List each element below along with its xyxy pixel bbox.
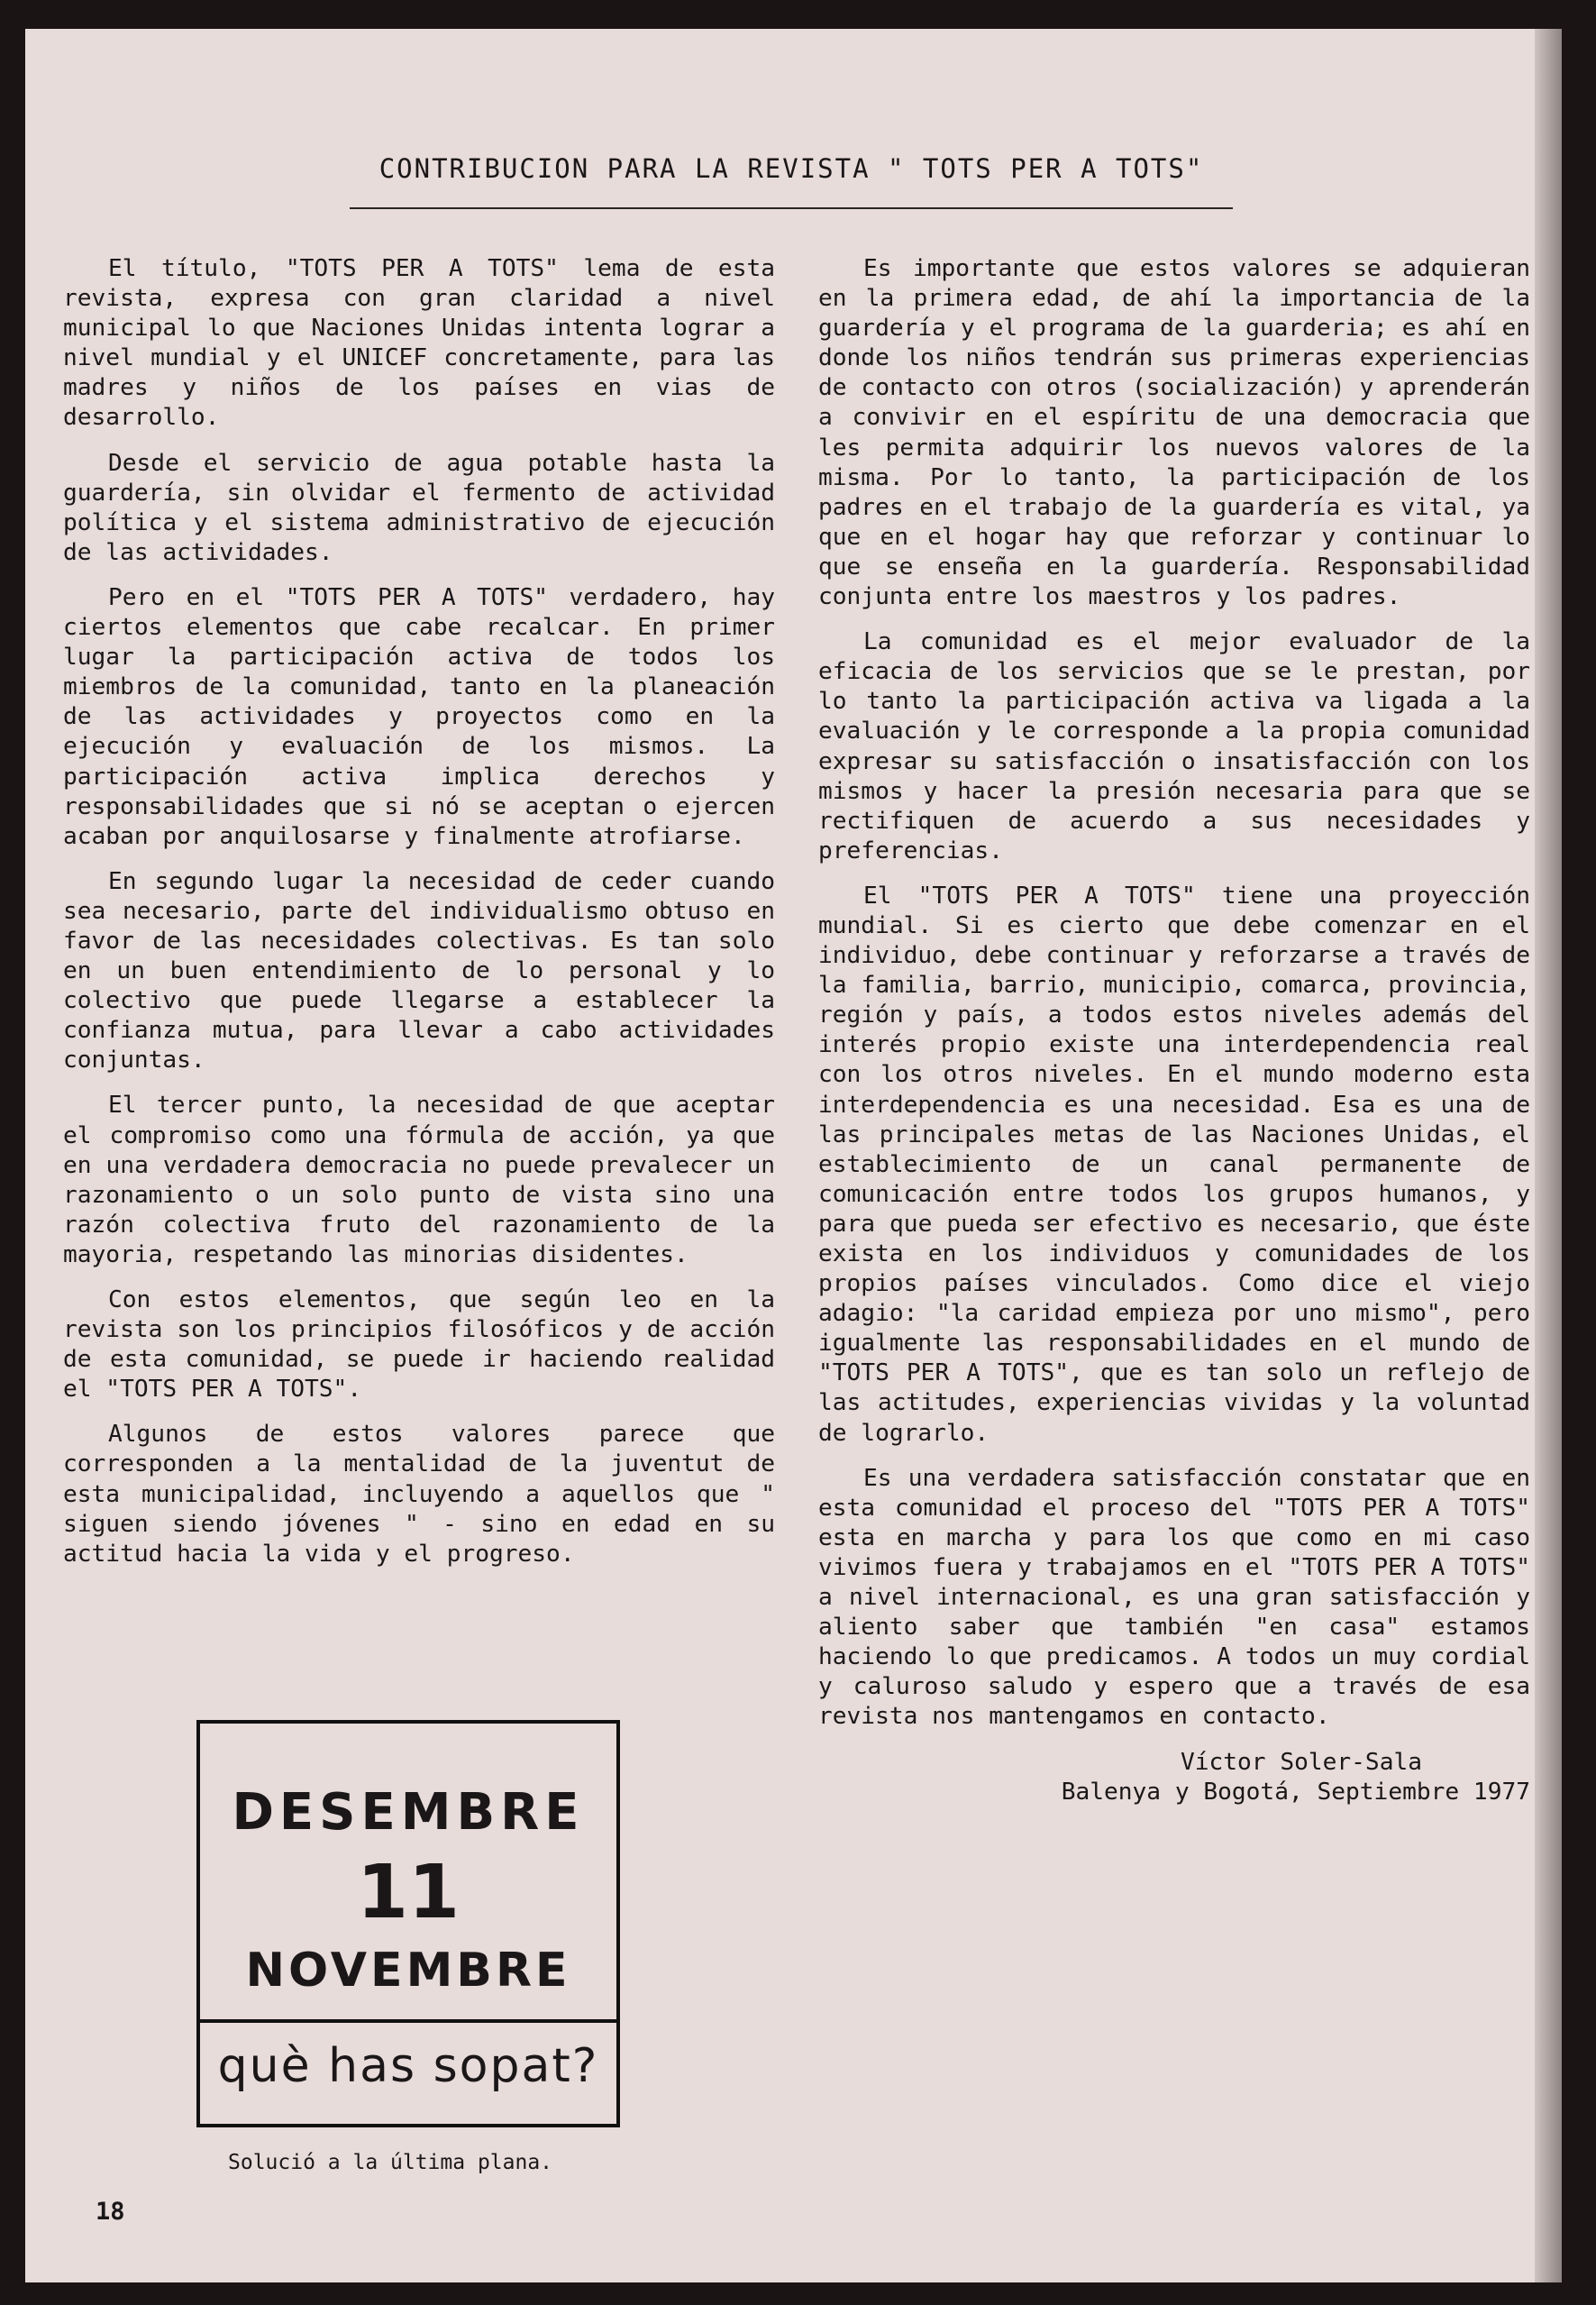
paragraph: Desde el servicio de agua potable hasta la guardería, sin olvidar el fermento de actividad política y el sistema administrativo de ejecución de las actividades. [63,449,775,566]
paragraph: Con estos elementos, que según leo en la revista son los principios filosóficos y de acción de esta comunidad, se puede ir haciendo realidad el "TOTS PER A TOTS". [63,1286,775,1404]
paragraph: Es importante que estos valores se adquieran en la primera edad, de ahí la importancia de la guardería y el programa de la guarderia; es ahí en donde los niños tendrán sus primeras experiencias de contacto con otros (socialización) y aprenderán a convivir en el espíritu de una democracia que les permita adquirir los nuevos valores de la misma. Por lo tanto, la participación de los padres en el trabajo de la guardería es vital, ya que en el hogar hay que reforzar y continuar lo que se enseña en la guardería. Responsabilidad conjunta entre los maestros y los padres. [818,255,1530,611]
magazine-page [25,29,1562,2282]
page-edge-shadow [1535,29,1562,2282]
left-column [63,254,775,1585]
puzzle-line-2: 11 [356,1850,461,1935]
page-number: 18 [96,2198,125,2226]
title-underline [350,207,1233,209]
author-name: Víctor Soler-Sala [1180,1748,1422,1776]
puzzle-question: què has sopat? [217,2039,599,2093]
paragraph: El "TOTS PER A TOTS" tiene una proyección mundial. Si es cierto que debe comenzar en el individuo, debe continuar y reforzarse a través de la familia, barrio, municipio, comarca, provincia, región y país, a todos estos niveles además del interés propio existe una interdependencia real con los otros niveles. En el mundo moderno esta interdependencia es una necesidad. Esa es una de las principales metas de las Naciones Unidas, el establecimiento de un canal permanente de comunicación entre todos los grupos humanos, y para que pueda ser efectivo es necesario, que éste exista en los individuos y comunidades de los propios países vinculados. Como dice el viejo adagio: "la caridad empieza por uno mismo", pero igualmente las responsabilidades en el mundo de "TOTS PER A TOTS", que es tan solo un reflejo de las actitudes, experiencias vividas y la voluntad de lograrlo. [818,882,1530,1447]
paragraph: Pero en el "TOTS PER A TOTS" verdadero, hay ciertos elementos que cabe recalcar. En primer lugar la participación activa de todos los miembros de la comunidad, tanto en la planeación de las actividades y proyectos como en la ejecución y evaluación de los mismos. La participación activa implica derechos y responsabilidades que si nó se aceptan o ejercen acaban por anquilosarse y finalmente atrofiarse. [63,583,775,850]
puzzle-divider [200,2019,616,2023]
paragraph: Algunos de estos valores parece que corresponden a la mentalidad de la juventut de esta municipalidad, incluyendo a aquellos que " siguen siendo jóvenes " - sino en edad en su actitud hacia la vida y el progreso. [63,1421,775,1568]
puzzle-box [196,1720,620,2127]
paragraph: La comunidad es el mejor evaluador de la eficacia de los servicios que se le prestan, por lo tanto la participación activa va ligada a la evaluación y le corresponde a la propia comunidad expresar su satisfacción o insatisfacción con los mismos y hacer la presión necesaria para que se rectifiquen de acuerdo a sus necesidades y preferencias. [818,628,1530,864]
paragraph: El título, "TOTS PER A TOTS" lema de esta revista, expresa con gran claridad a nivel municipal lo que Naciones Unidas intenta lograr a nivel mundial y el UNICEF concretamente, para las madres y niños de los países en vias de desarrollo. [63,255,775,432]
puzzle-line-1: DESEMBRE [232,1783,585,1842]
paragraph: Es una verdadera satisfacción constatar que en esta comunidad el proceso del "TOTS PER A TOTS" esta en marcha y para los que como en mi caso vivimos fuera y trabajamos en el "TOTS PER A TOTS" a nivel internacional, es una gran satisfacción y aliento saber que también "en casa" estamos haciendo lo que predicamos. A todos un muy cordial y caluroso saludo y espero que a través de esa revista nos mantengamos en contacto. [818,1464,1530,1731]
right-column [818,254,1530,1807]
article-title: CONTRIBUCION PARA LA REVISTA " TOTS PER A TOTS" [378,153,1204,184]
place-date: Balenya y Bogotá, Septiembre 1977 [1061,1778,1530,1806]
paragraph: En segundo lugar la necesidad de ceder cuando sea necesario, parte del individualismo obtuso en favor de las necesidades colectivas. Es tan solo en un buen entendimiento de lo personal y lo colectivo que puede llegarse a establecer la confianza mutua, para llevar a cabo actividades conjuntas. [63,867,775,1075]
paragraph: El tercer punto, la necesidad de que aceptar el compromiso como una fórmula de acción, ya que en una verdadera democracia no puede prevalecer un razonamiento o un solo punto de vista sino una razón colectiva fruto del razonamiento de la mayoria, respetando las minorias disidentes. [63,1092,775,1268]
puzzle-caption: Solució a la última plana. [228,2151,553,2174]
puzzle-line-3: NOVEMBRE [245,1944,571,1998]
signature [818,1748,1530,1807]
